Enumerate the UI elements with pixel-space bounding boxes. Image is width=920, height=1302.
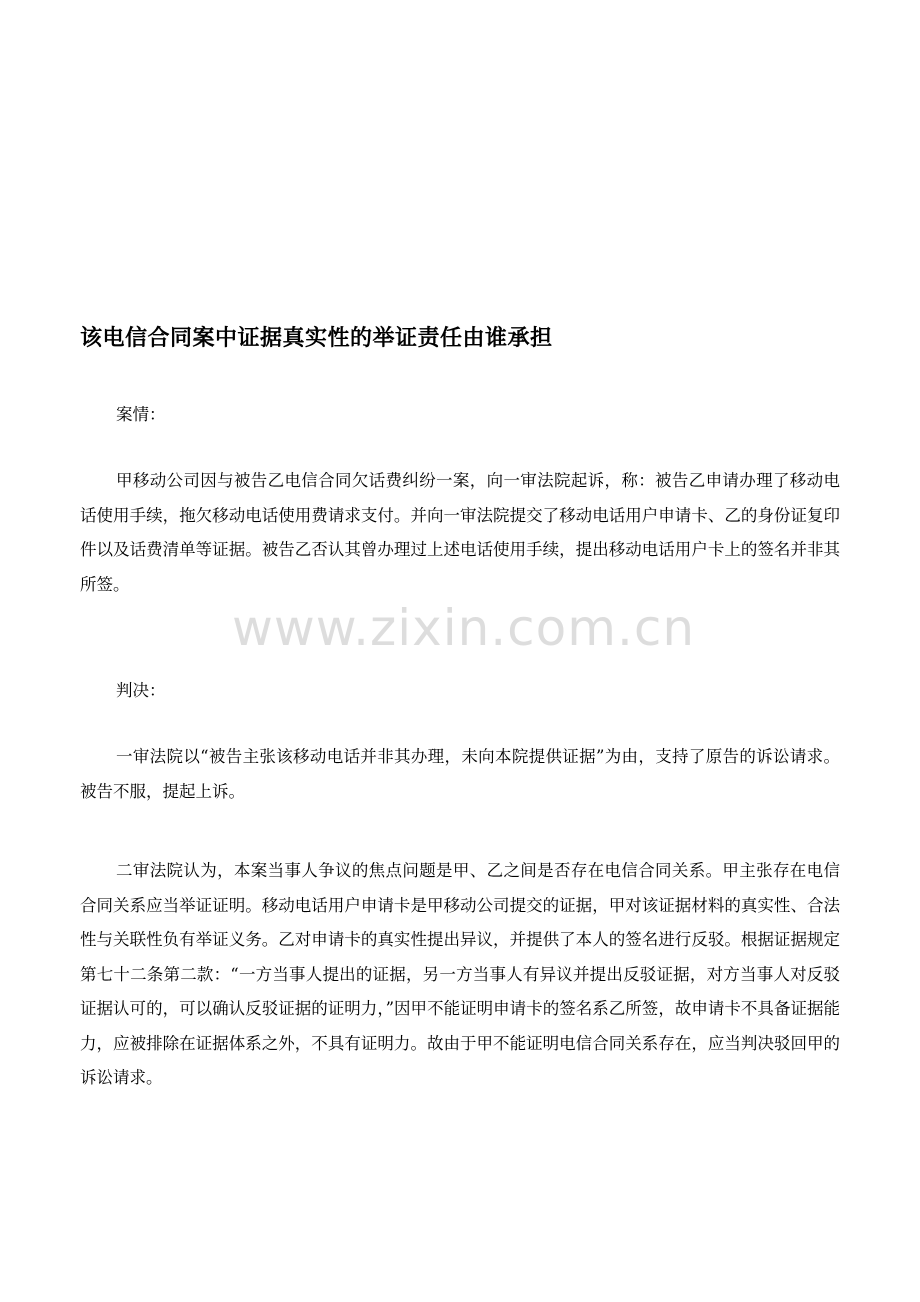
- judgment-paragraph-first-instance: 一审法院以“被告主张该移动电话并非其办理，未向本院提供证据”为由，支持了原告的诉讼请求。被告不服，提起上诉。: [80, 747, 840, 801]
- section-label-case: 案情：: [116, 405, 166, 424]
- document-title: 该电信合同案中证据真实性的举证责任由谁承担: [80, 326, 553, 351]
- judgment-paragraph-second-instance: 二审法院认为，本案当事人争议的焦点问题是甲、乙之间是否存在电信合同关系。甲主张存在电信合同关系应当举证证明。移动电话用户申请卡是甲移动公司提交的证据，甲对该证据材料的真实性、合法性与关联性负有举证义务。乙对申请卡的真实性提出异议，并提供了本人的签名进行反驳。根据证据规定第七十二条第二款：“一方当事人提出的证据，另一方当事人有异议并提出反驳证据，对方当事人对反驳证据认可的，可以确认反驳证据的证明力，”因甲不能证明申请卡的签名系乙所签，故申请卡不具备证据能力，应被排除在证据体系之外，不具有证明力。故由于甲不能证明电信合同关系存在，应当判决驳回甲的诉讼请求。: [80, 861, 840, 1087]
- section-label-judgment: 判决：: [116, 681, 166, 700]
- case-paragraph: 甲移动公司因与被告乙电信合同欠话费纠纷一案，向一审法院起诉，称：被告乙申请办理了移动电话使用手续，拖欠移动电话使用费请求支付。并向一审法院提交了移动电话用户申请卡、乙的身份证复印件以及话费清单等证据。被告乙否认其曾办理过上述电话使用手续，提出移动电话用户卡上的签名并非其所签。: [80, 471, 840, 594]
- watermark: www.zixin.com.cn: [232, 599, 696, 657]
